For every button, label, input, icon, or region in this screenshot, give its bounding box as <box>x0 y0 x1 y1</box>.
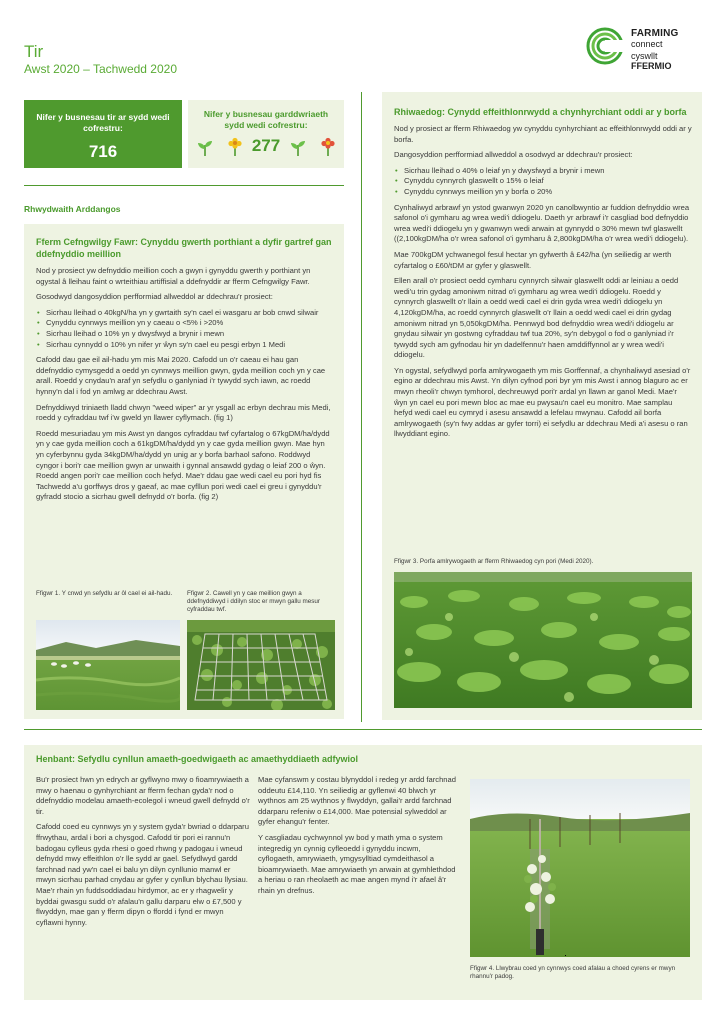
logo-text-farming: FARMING <box>631 28 679 39</box>
horticulture-businesses-count: 277 <box>251 136 281 155</box>
paragraph: Defnyddiwyd triniaeth lladd chwyn "weed wiper" ar yr ysgall ac erbyn dechrau mis Medi, roedd y cyfraddau twf i'w gweld yn llawer cyflymach. (fig 1) <box>36 402 331 423</box>
cefngwilgy-case-study <box>24 224 344 719</box>
paragraph: Cafodd dau gae eil ail-hadu ym mis Mai 2020. Cafodd un o'r caeau ei hau gan ddefnyddio cymysgedd a oedd yn cynnwys meillion gwyn, gyda meillion coch yn y cae arall. Roedd y cnydau'n araf yn sefydlu o ganlyniad i'r tywydd sych iawn, ac roedd hynny'n dal i fod yn amlwg ar ddechrau Awst. <box>36 355 326 396</box>
paragraph: Y casgliadau cychwynnol yw bod y math yma o system integredig yn cynnig cyfleoedd i gynyddu incwm, cyflogaeth, amrywiaeth, ymgysylltiad cymdeithasol a bioamrywiaeth. Mae amrywiaeth yn arwain at gymhlethdod a heriau o ran rheolaeth ac mae angen mynd i'r afael â'r rhain yn drefnus. <box>258 832 456 895</box>
logo-text-connect: connect <box>631 39 663 49</box>
farm-businesses-label: Nifer y busnesau tir ar sydd wedi cofrestru: <box>36 112 170 133</box>
paragraph: Dangosyddion perfformiad allweddol a osodwyd ar ddechrau'r prosiect: <box>394 150 633 160</box>
page-subtitle: Awst 2020 – Tachwedd 2020 <box>24 62 178 76</box>
paragraph: Mae cyfanswm y costau blynyddol i redeg yr ardd farchnad oddeutu £14,110. Yn seiliedig ar gyflenwi 40 blwch yr wythnos am 25 wythnos y flwyddyn, gallai'r ardd farchnad ddarparu refeniw o £14,000. Mae potensial sylweddol ar gyfer ehangu'r fenter. <box>258 775 456 827</box>
field-photo <box>36 620 180 710</box>
case-study-title: Rhiwaedog: Cynydd effeithlonrwydd a chynhyrchiant oddi ar y borfa <box>394 107 687 117</box>
clover-cage-photo <box>187 620 335 710</box>
paragraph: Nod y prosiect ar fferm Rhiwaedog yw cynyddu cynhyrchiant ac effeithlonrwydd oddi ar y borfa. <box>394 124 692 144</box>
sprout-icon <box>288 137 308 157</box>
case-study-title: Fferm Cefngwilgy Fawr: Cynyddu gwerth porthiant a dyfir gartref gan ddefnyddio meillion <box>36 237 332 259</box>
column-divider <box>361 92 362 722</box>
divider <box>24 729 702 730</box>
list-item: • Sicrhau lleihad o 10% yn y dwysfwyd a brynir i mewn <box>36 329 334 340</box>
list-item: • Sicrhau cynnydd o 10% yn nifer yr ŵyn sy'n cael eu pesgi erbyn 1 Medi <box>36 340 334 351</box>
paragraph: Ellen arall o'r prosiect oedd cymharu cynnyrch silwair glaswellt oddi ar leiniau a oedd wedi'u trin gydag amoniwm nitrad o'i gymharu ag wrea wedi'i ddiogelu. Roedd y cynnyrch glaswellt o'r llain a oedd wedi cael ei drin gyda wrea wedi'i ddiogelu yn 4,120kgDM/ha, ac roedd cynnyrch glaswellt o'r llain a oedd wedi cael ei drin gydag amoniwm nitrad yn 5,050kgDM/ha. Pennwyd bod defnyddio wrea wedi'i ddiogelu ar gnydau silwair yn gostwng cyfraddau twf tua 20%, sy'n debygol o fod o ganlyniad i'r tywydd sych am gyfnodau hir yn dadelfennu'r haen amddiffynnol ar y wrea wedi'i ddiogelu. <box>394 276 679 360</box>
paragraph: Gosodwyd dangosyddion perfformiad allweddol ar ddechrau'r prosiect: <box>36 292 273 302</box>
list-item: • Cynyddu cynnwys meillion yn y borfa o 20% <box>394 187 692 198</box>
paragraph: Bu'r prosiect hwn yn edrych ar gyflwyno mwy o fioamrywiaeth a mwy o haenau o gynhyrchiant ar fferm fechan gyda'r nod o ddefnyddio modelau amaeth-ecolegol i wneud gwell defnydd o'r tir. <box>36 775 250 816</box>
figure-caption: Ffigwr 3. Porfa amlrywogaeth ar fferm Rhiwaedog cyn pori (Medi 2020). <box>394 558 594 565</box>
logo-ring-icon <box>585 26 625 66</box>
paragraph: Cynhaliwyd arbrawf yn ystod gwanwyn 2020 yn canolbwyntio ar fuddion defnyddio wrea safonol o'i gymharu ag wrea wedi'i ddiogelu. Daeth yr arbrawf i'r casgliad bod defnyddio wrea wedi'i ddiogelu yn y gwanwyn wedi arwain at gynnydd o 30% mewn twf glaswellt ((2,100kgDM/ha o'r wrea safonol o'i gymharu â 2,800kgDM/ha o'r wrea wedi'i ddiogelu). <box>394 202 690 244</box>
kpi-list <box>36 308 334 350</box>
paragraph: Roedd mesuriadau ym mis Awst yn dangos cyfraddau twf cyfartalog o 67kgDM/ha/dydd yn y cae gyda meillion coch a 61kgDM/ha/dydd yn y cae gyda meillion gwyn. Mae hyn yn cyferbynnu gyda 34kgDM/ha/dydd yn unig ar y borfa barhaol safono. Roddwyd cyngor i bori'r cae meillion gwyn ar unwaith i gynnal ansawdd gydag o leiaf 200 o ŵyn. Roedd angen pori'r cae meillion coch hefyd. Mae'r ddau gae wedi cael eu pori hyd fis Tachwedd a'u gorffwys dros y gaeaf, ac mae cyfllun pori wedi cael ei greu i gynyddu'r gyfradd stocio a sicrhau gwell defnydd o'r borfa. (fig 2) <box>36 428 330 502</box>
case-study-title: Henbant: Sefydlu cynllun amaeth-goedwigaeth ac amaethyddiaeth adfywiol <box>36 754 359 764</box>
list-item: • Cynyddu cynnwys meillion yn y caeau o <5% i >20% <box>36 318 334 329</box>
paragraph: Yn ogystal, sefydlwyd porfa amlrywogaeth ym mis Gorffennaf, a chynhaliwyd asesiad o'r egino ar ddechrau mis Awst. Yn dilyn cyfnod pori byr ym mis Awst i annog blaguro ac er mwyn rheoli'r chwyn tymhorol, dechreuwyd pori'r ardal yn llawn ar ganol Medi. Mae'r ŵyn yn cael eu pori mewn bloc ac mae eu pwysau'n cael eu monitro. Mae samplau hefyd wedi cael eu cymryd i asesu ansawdd a lefelau mwynau. Cafodd ail borfa amlrywogaeth (sy'n fwy addas ar gyfer torri) ei sefydlu ar ddechrau Medi a'i asesu o ran llwyddiant egino. <box>394 365 691 439</box>
farm-businesses-stat <box>24 100 182 168</box>
figure-caption: Ffigwr 2. Cawell yn y cae meillion gwyn a ddefnyddiwyd i ddilyn stoc er mwyn gallu mesur cyfraddau twf. <box>187 590 320 613</box>
henbant-case-study <box>24 745 702 1000</box>
paragraph: Cafodd coed eu cynnwys yn y system gyda'r bwriad o ddarparu ffrwythau, ardal i bori a chysgod. Cafodd tir pori ei rannu'n badogau cyfleus gyda rhesi o goed rhwng y padogau i wneud defnydd mwy effeithlon o'r lle sydd ar gael. Sefydlwyd gardd farchnad nad yw'n cael ei balu yn dilyn cynllunio manwl er mwyn sicrhau parhad cnydau ar gyfer y cynllun blychau llysiau. Mae'r rhain yn fuddsoddiadau hirdymor, ac er y rhagwelir y byddai gwasgu sudd o'r afalau'n gallu darparu elw o £7,500 y flwyddyn, mae gan y fferm dipyn o ffordd i fynd er mwyn cyflawni hynny. <box>36 822 249 927</box>
farming-connect-logo <box>585 26 705 74</box>
page-title: Tir <box>24 42 44 61</box>
sprout-icon <box>195 137 215 157</box>
figure-caption: Ffigwr 4. Llwybrau coed yn cynnwys coed afalau a choed cyrens er mwyn rhannu'r padog. <box>470 965 676 980</box>
yellow-flower-icon <box>226 137 244 157</box>
horticulture-businesses-label: Nifer y busnesau garddwriaeth sydd wedi cofrestru: <box>203 109 329 130</box>
list-item: • Cynyddu cynnyrch glaswellt o 15% o leiaf <box>394 176 692 187</box>
section-heading: Rhwydwaith Arddangos <box>24 204 121 214</box>
rhiwaedog-case-study <box>382 92 702 720</box>
logo-text-cyswllt: cyswllt <box>631 51 658 61</box>
logo-text-ffermio: FFERMIO <box>631 61 672 71</box>
horticulture-businesses-stat <box>188 100 344 168</box>
farm-businesses-count: 716 <box>88 142 118 161</box>
list-item: • Sicrhau lleihad o 40% o leiaf yn y dwysfwyd a brynir i mewn <box>394 166 692 177</box>
multispecies-sward-photo <box>394 572 692 708</box>
paragraph: Mae 700kgDM ychwanegol fesul hectar yn gyfwerth â £42/ha (yn seiliedig ar werth cyfartalog o £60/tDM ar gyfer y glaswellt. <box>394 249 672 270</box>
list-item: • Sicrhau lleihad o 40kgN/ha yn y gwrtaith sy'n cael ei wasgaru ar bob cnwd silwair <box>36 308 334 319</box>
paragraph: Nod y prosiect yw defnyddio meillion coch a gwyn i gynyddu gwerth y porthiant yn ogystal â lleihau faint o wrteithiau artiffisial a ddefnyddir ar fferm Cefngwilgy Fawr. <box>36 266 311 286</box>
orchard-photo <box>470 779 690 957</box>
divider <box>24 185 344 186</box>
figure-caption: Ffigwr 1. Y cnwd yn sefydlu ar ôl cael ei ail-hadu. <box>36 590 173 597</box>
kpi-list <box>394 166 692 198</box>
red-flower-icon <box>319 137 337 157</box>
